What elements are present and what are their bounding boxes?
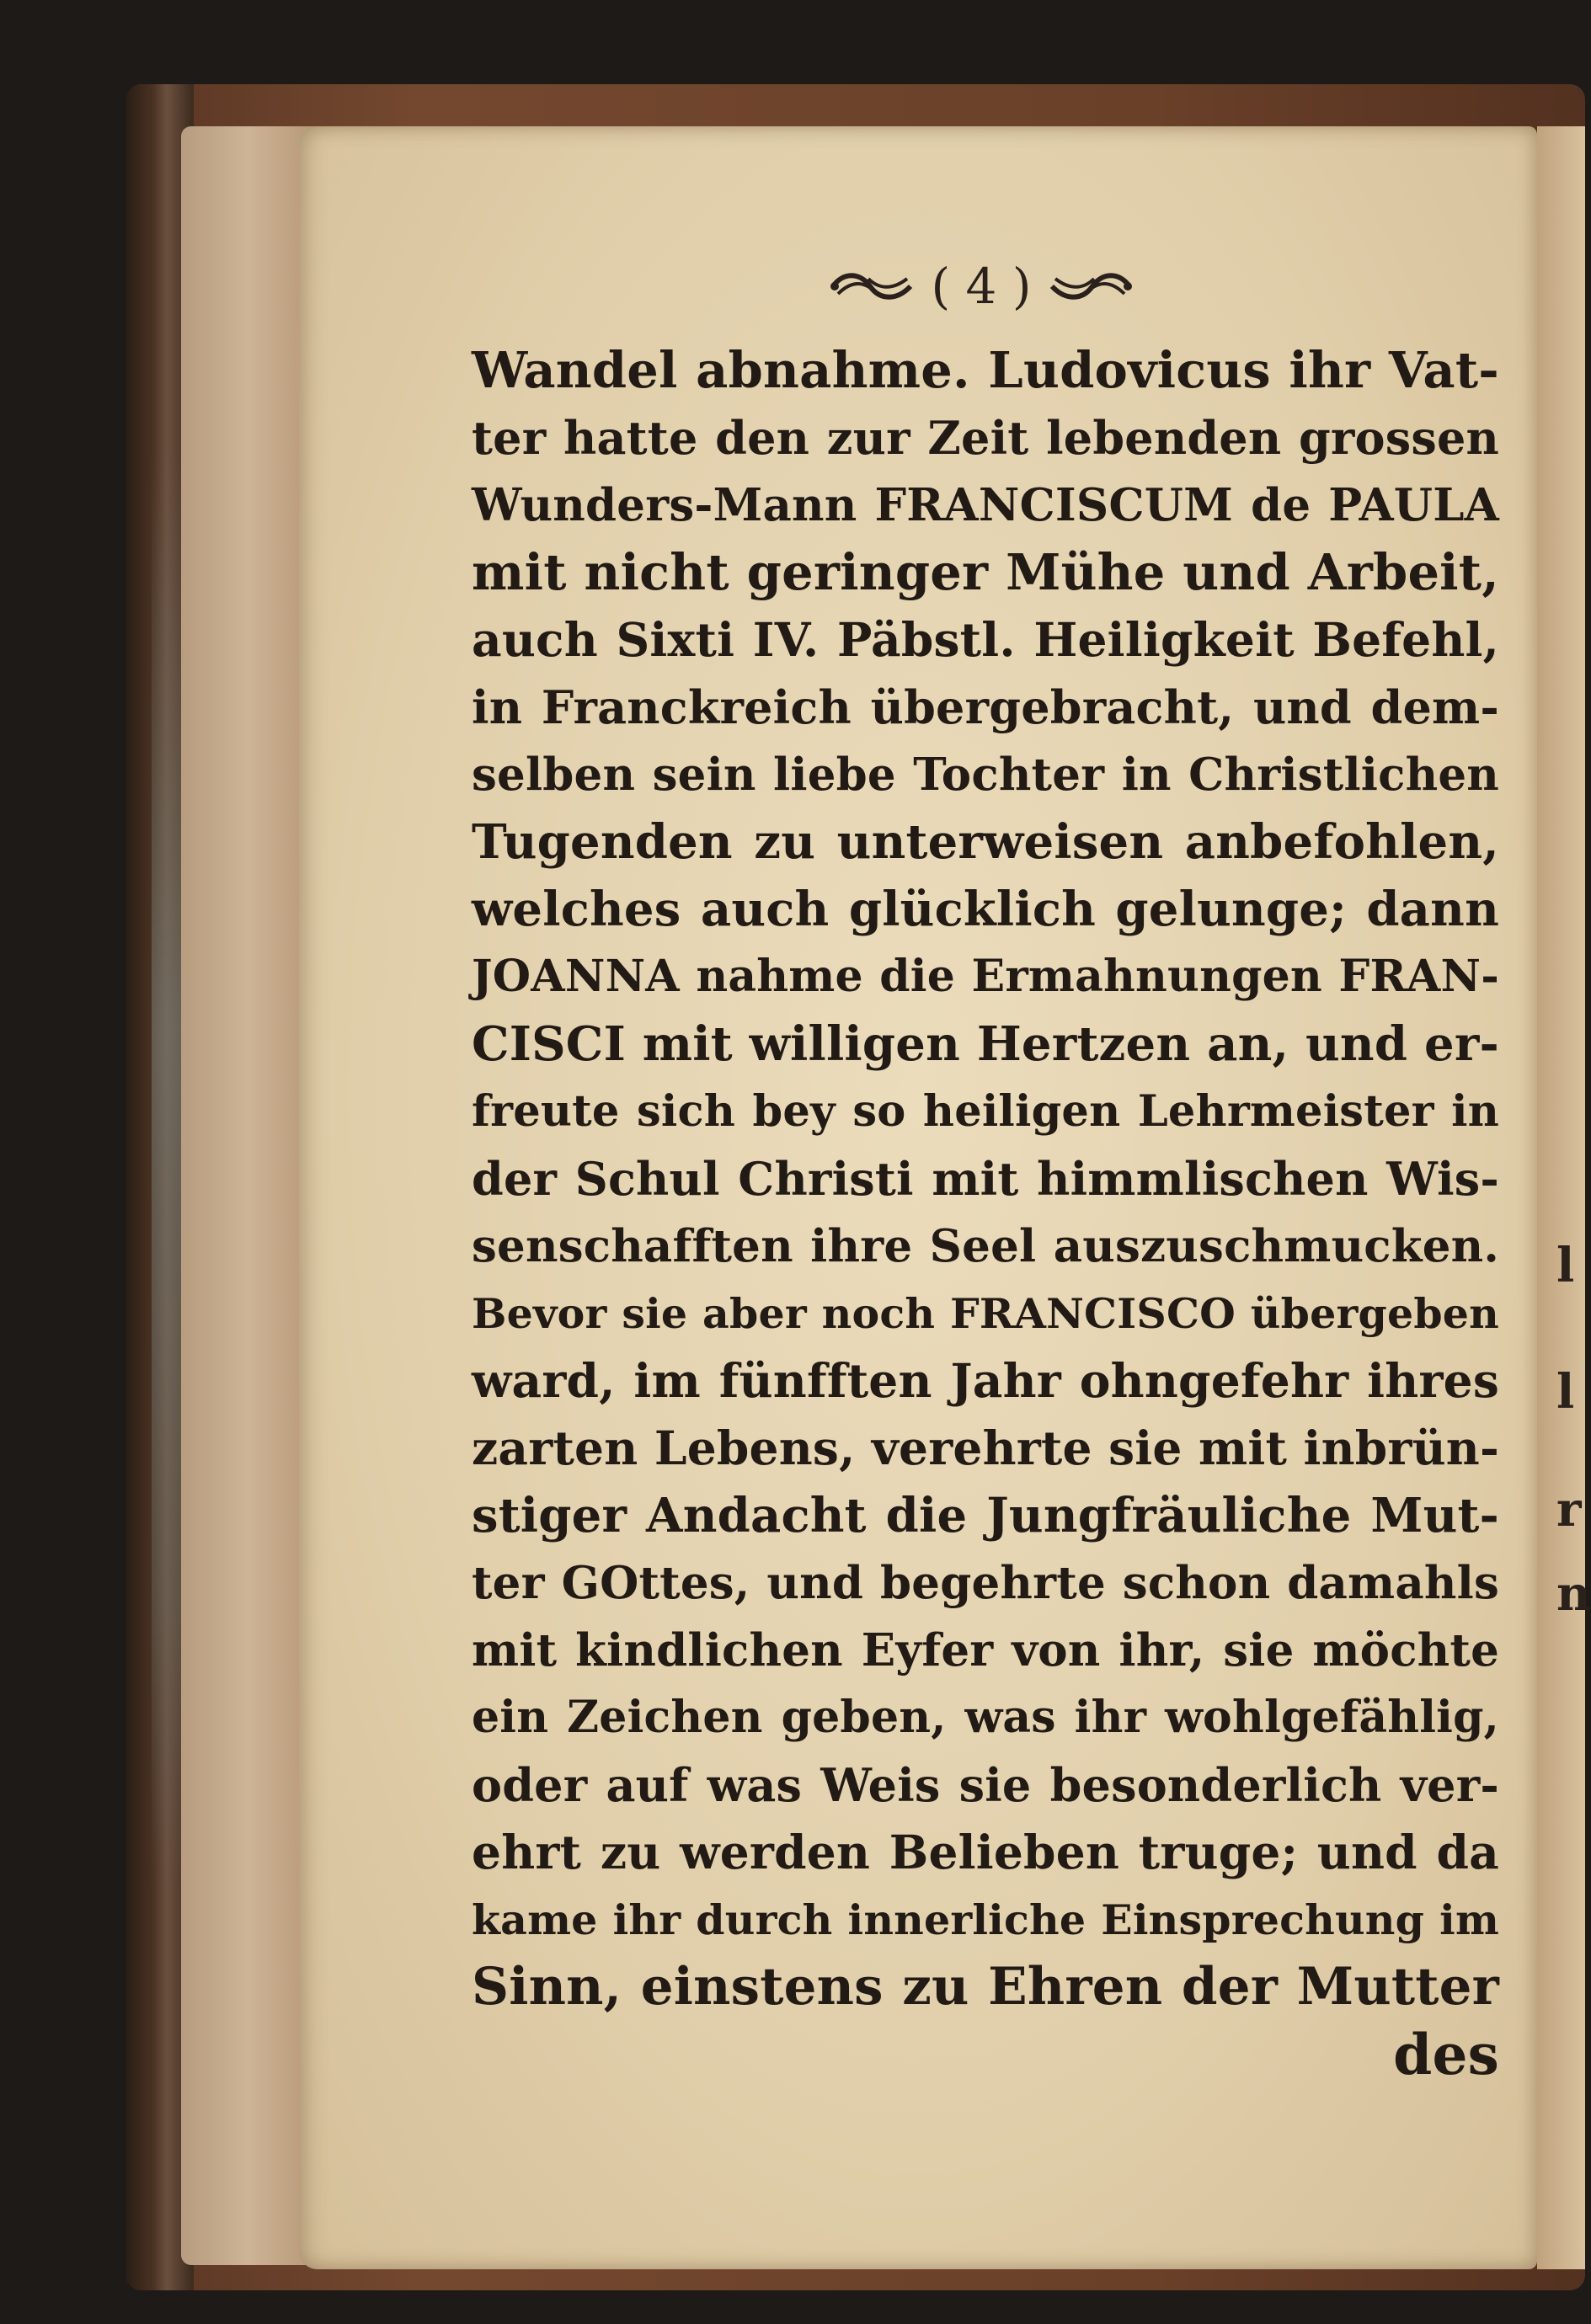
text-line: kame ihr durch innerliche Einsprechung im [472,1895,1499,1944]
text-line: ein Zeichen geben, was ihr wohlgefählig, [472,1692,1499,1743]
facing-page-glyph: l [1556,1364,1575,1420]
page-text [472,337,1499,2088]
text-line: freute sich bey so heiligen Lehrmeister in [472,1086,1499,1137]
text-line: stiger Andacht die Jungfräuliche Mut- [472,1488,1499,1543]
text-line: Sinn, einstens zu Ehren der Mutter [472,1957,1499,2017]
text-line: ehrt zu werden Belieben truge; und da [472,1825,1499,1879]
left-ornament-icon [826,269,919,304]
catchword: des [1393,2022,1499,2087]
text-line: auch Sixti IV. Päbstl. Heiligkeit Befehl, [472,612,1499,667]
text-line: senschafften ihre Seel auszuschmucken. [472,1220,1499,1272]
facing-page-glyph: r [1556,1482,1582,1538]
text-line: selben sein liebe Tochter in Christlichen [472,749,1499,801]
text-line: mit kindlichen Eyfer von ihr, sie möchte [472,1624,1499,1676]
right-ornament-icon [1044,269,1136,304]
text-line: welches auch glücklich gelunge; dann [472,882,1499,937]
text-line: oder auf was Weis sie besonderlich ver- [472,1758,1499,1812]
facing-page-glyph: n [1556,1566,1591,1622]
text-line: Tugenden zu unterweisen anbefohlen, [472,814,1499,870]
text-line: ter hatte den zur Zeit lebenden grossen [472,411,1499,465]
facing-page [1537,126,1585,2269]
text-line: in Franckreich übergebracht, und dem- [472,680,1499,734]
running-head [804,253,1158,320]
text-line: ter GOttes, und begehrte schon damahls [472,1557,1499,1609]
facing-page-glyph: l [1556,1238,1575,1293]
text-line: Bevor sie aber noch FRANCISCO übergeben [472,1289,1499,1338]
text-line: der Schul Christi mit himmlischen Wis- [472,1152,1499,1206]
page-number: ( 4 ) [931,258,1032,315]
text-line: Wandel abnahme. Ludovicus ihr Vat- [472,341,1499,399]
text-line: CISCI mit willigen Hertzen an, und er- [472,1016,1499,1072]
text-line: Wunders-Mann FRANCISCUM de PAULA [472,479,1499,531]
text-line: mit nicht geringer Mühe und Arbeit, [472,543,1499,601]
text-line: JOANNA nahme die Ermahnungen FRAN- [472,951,1499,1002]
page-edges [181,126,316,2265]
text-line: zarten Lebens, verehrte sie mit inbrün- [472,1421,1499,1475]
text-line: ward, im fünfften Jahr ohngefehr ihres [472,1353,1499,1408]
